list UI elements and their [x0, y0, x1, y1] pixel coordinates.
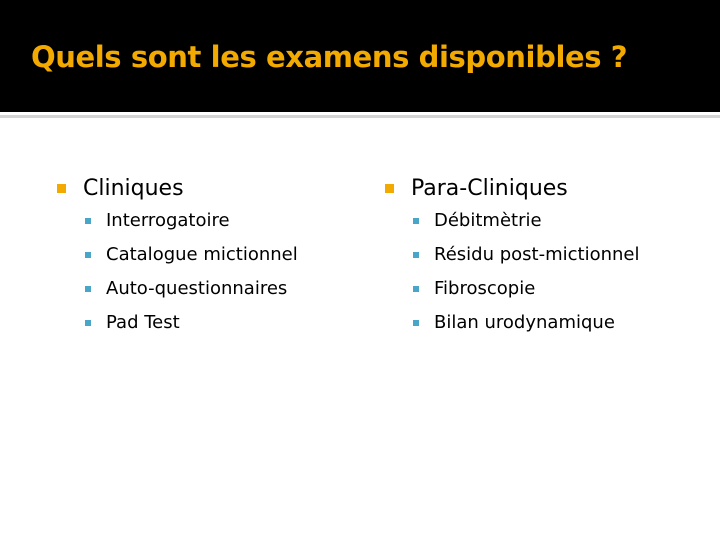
list-item: [385, 238, 639, 272]
square-bullet-icon: [413, 252, 419, 258]
list-item: [385, 306, 639, 340]
list-item: [385, 272, 639, 306]
square-bullet-icon: [85, 320, 91, 326]
square-bullet-icon: [413, 320, 419, 326]
square-bullet-icon: [85, 286, 91, 292]
item-label: Catalogue mictionnel: [106, 244, 298, 265]
column-para-cliniques: [385, 174, 639, 340]
item-label: Fibroscopie: [434, 278, 536, 299]
list-item: [57, 306, 298, 340]
square-bullet-icon: [57, 184, 66, 193]
title-bar: [0, 0, 720, 112]
list-item: [57, 238, 298, 272]
square-bullet-icon: [385, 184, 394, 193]
column-cliniques: [57, 174, 298, 340]
slide-title: Quels sont les examens disponibles ?: [31, 40, 628, 74]
item-label: Interrogatoire: [106, 210, 230, 231]
square-bullet-icon: [85, 218, 91, 224]
heading-cliniques: Cliniques: [83, 176, 184, 201]
list-para-cliniques: [385, 204, 639, 340]
list-item: [385, 204, 639, 238]
square-bullet-icon: [413, 218, 419, 224]
item-label: Débitmètrie: [434, 210, 542, 231]
bullet-cliniques: [57, 174, 298, 204]
list-item: [57, 204, 298, 238]
item-label: Auto-questionnaires: [106, 278, 288, 299]
square-bullet-icon: [413, 286, 419, 292]
item-label: Résidu post-mictionnel: [434, 244, 640, 265]
list-item: [57, 272, 298, 306]
bullet-para-cliniques: [385, 174, 639, 204]
item-label: Bilan urodynamique: [434, 312, 615, 333]
item-label: Pad Test: [106, 312, 180, 333]
square-bullet-icon: [85, 252, 91, 258]
heading-para-cliniques: Para-Cliniques: [411, 176, 568, 201]
title-divider: [0, 115, 720, 118]
list-cliniques: [57, 204, 298, 340]
